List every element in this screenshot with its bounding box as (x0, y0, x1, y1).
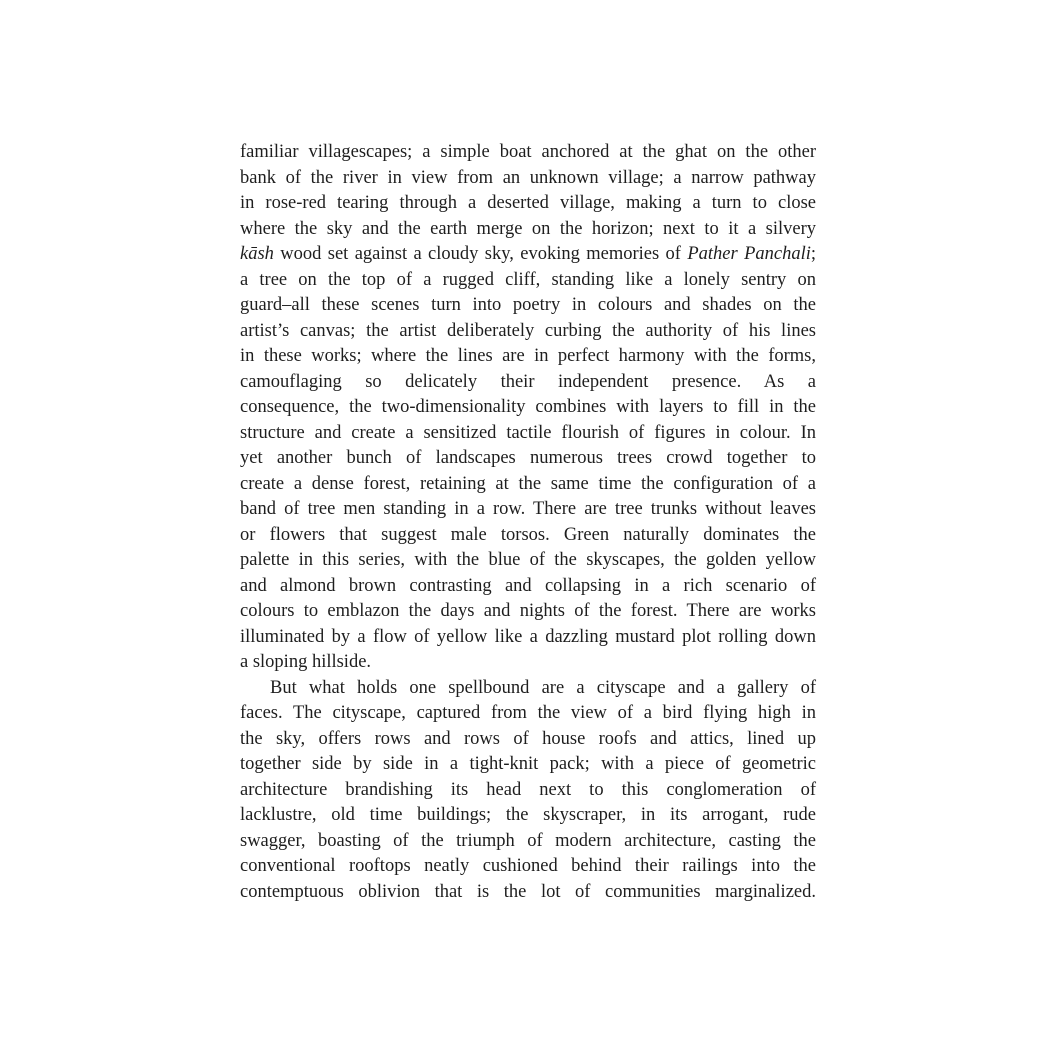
text-line (240, 242, 816, 268)
body-text (240, 140, 816, 905)
text-line: the sky, offers rows and rows of house roofs and attics, lined up (240, 728, 816, 749)
text-line: familiar villagescapes; a simple boat anchored at the ghat on the other (240, 142, 816, 162)
italic-title-pather-panchali: Pather Panchali (687, 244, 811, 264)
text-line: a tree on the top of a rugged cliff, standing like a lonely sentry on (240, 269, 816, 290)
text-line: consequence, the two-dimensionality combines with layers to fill in the (240, 397, 816, 417)
text-line: or flowers that suggest male torsos. Green naturally dominates the (240, 524, 816, 545)
punctuation: ; (810, 244, 816, 264)
text-line: create a dense forest, retaining at the same time the configuration of a (240, 473, 816, 494)
text-line: contemptuous oblivion that is the lot of communities marginalized. (240, 881, 816, 902)
text-line: faces. The cityscape, captured from the view of a bird flying high in (240, 703, 816, 723)
text-line: and almond brown contrasting and collapsing in a rich scenario of (240, 575, 816, 596)
text-line: But what holds one spellbound are a cityscape and a gallery of (270, 677, 816, 698)
text-line: a sloping hillside. (240, 652, 372, 672)
text-line: band of tree men standing in a row. There are tree trunks without leaves (240, 499, 816, 519)
italic-term-kash: kāsh (240, 244, 274, 264)
text-line: structure and create a sensitized tactile flourish of figures in colour. In (240, 422, 816, 443)
text-line: lacklustre, old time buildings; the skyscraper, in its arrogant, rude (240, 805, 816, 825)
text-line: in these works; where the lines are in perfect harmony with the forms, (240, 346, 816, 366)
text-line: illuminated by a flow of yellow like a dazzling mustard plot rolling down (240, 626, 816, 647)
text-line: camouflaging so delicately their independent presence. As a (240, 371, 816, 392)
text-line: architecture brandishing its head next to this conglomeration of (240, 779, 816, 800)
text-line: bank of the river in view from an unknown village; a narrow pathway (240, 167, 816, 188)
text-line: guard–all these scenes turn into poetry in colours and shades on the (240, 295, 816, 315)
paragraph-1 (240, 140, 816, 676)
text-line: in rose-red tearing through a deserted village, making a turn to close (240, 193, 816, 213)
text-line: yet another bunch of landscapes numerous trees crowd together to (240, 448, 816, 468)
paragraph-2 (240, 676, 816, 906)
text-fragment: wood set against a cloudy sky, evoking memories of (280, 244, 688, 264)
text-line: where the sky and the earth merge on the horizon; next to it a silvery (240, 218, 816, 239)
text-line: colours to emblazon the days and nights of the forest. There are works (240, 601, 816, 621)
text-line: together side by side in a tight-knit pack; with a piece of geometric (240, 754, 816, 774)
text-line: artist’s canvas; the artist deliberately curbing the authority of his lines (240, 320, 816, 341)
text-line: palette in this series, with the blue of the skyscapes, the golden yellow (240, 550, 816, 570)
text-line: swagger, boasting of the triumph of modern architecture, casting the (240, 830, 816, 851)
text-line: conventional rooftops neatly cushioned behind their railings into the (240, 856, 816, 876)
